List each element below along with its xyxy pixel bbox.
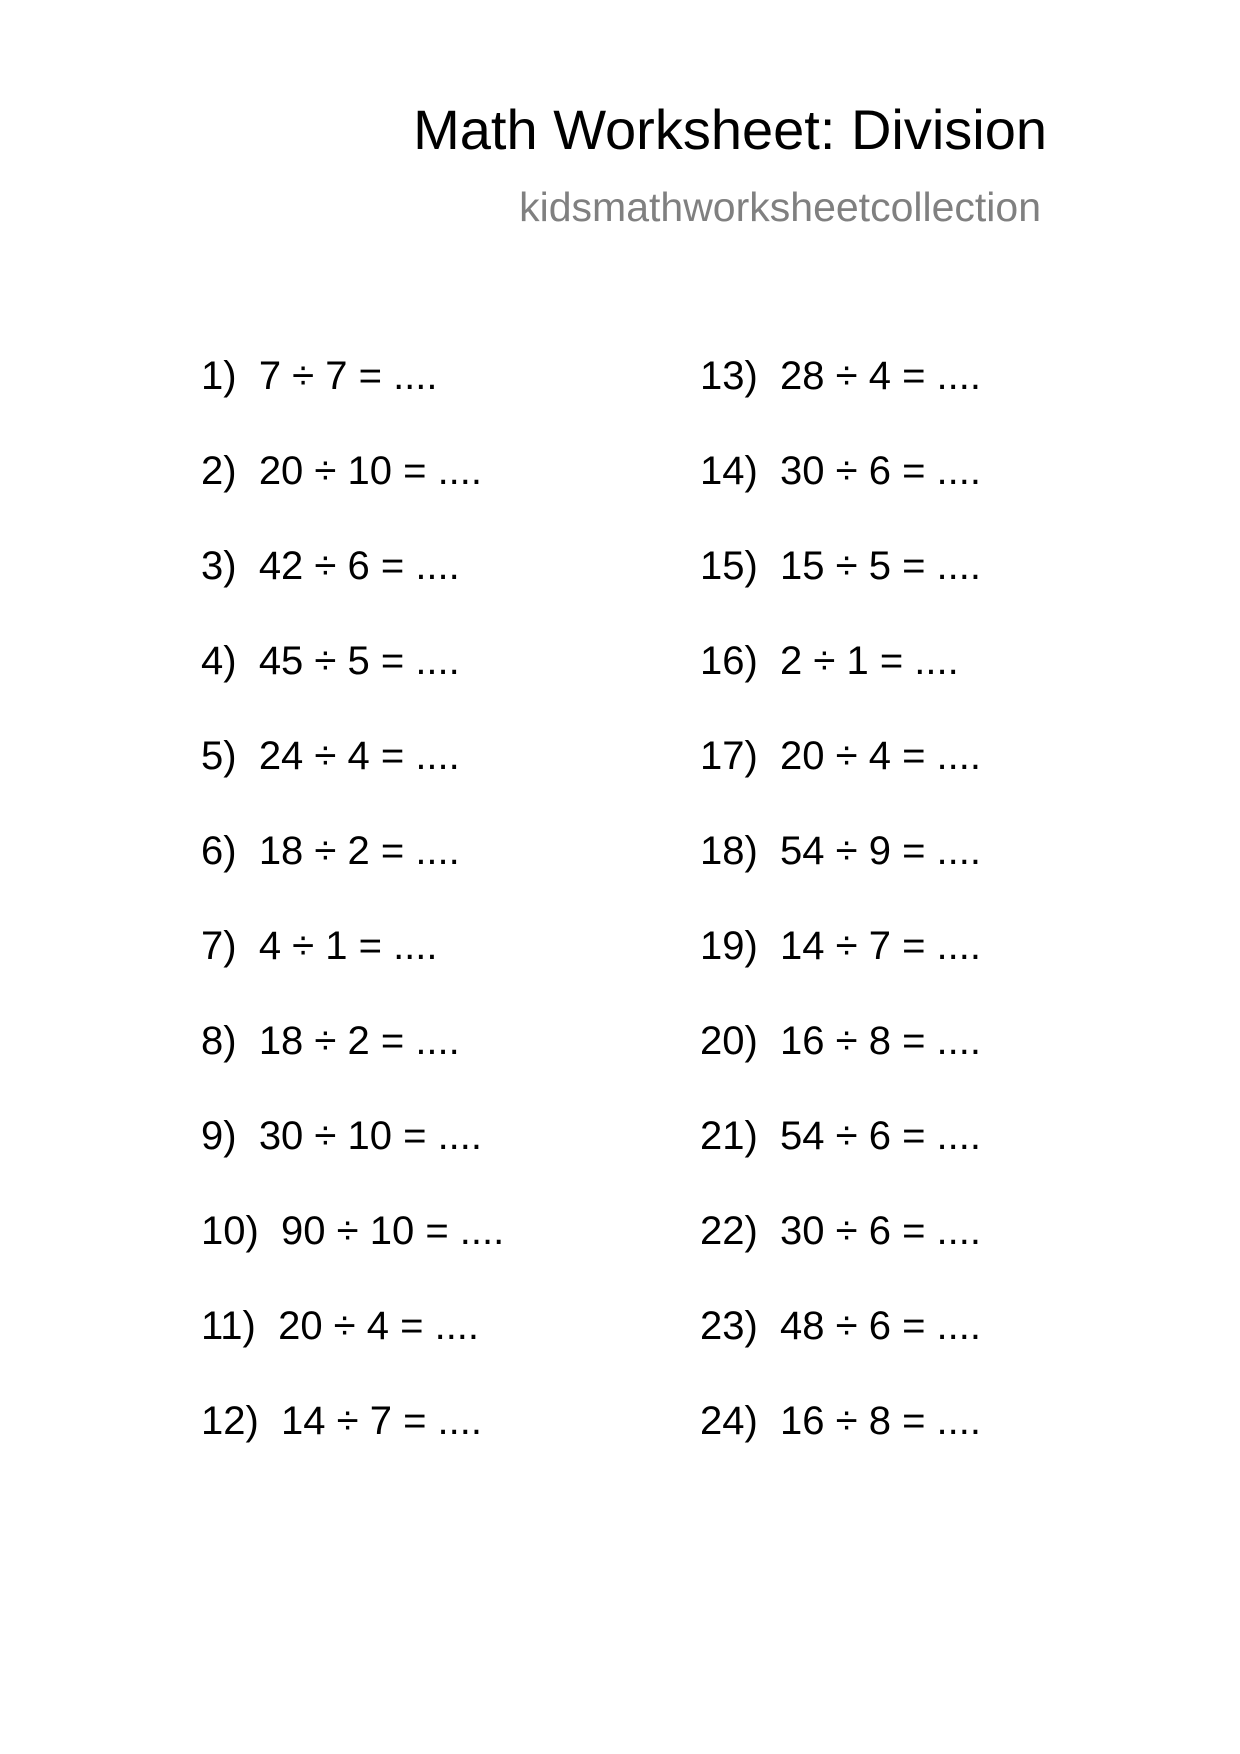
problem-expression: 16 ÷ 8 = .... bbox=[780, 1019, 982, 1063]
problem-number: 1) bbox=[201, 354, 237, 398]
problem-item bbox=[700, 732, 981, 827]
problem-expression: 20 ÷ 4 = .... bbox=[780, 734, 982, 778]
problem-item bbox=[201, 637, 504, 732]
problems-right-column bbox=[700, 352, 981, 1492]
problem-item bbox=[700, 352, 981, 447]
problem-expression: 4 ÷ 1 = .... bbox=[258, 924, 438, 968]
problem-number: 22) bbox=[700, 1209, 758, 1253]
problem-expression: 54 ÷ 9 = .... bbox=[780, 829, 982, 873]
problem-expression: 54 ÷ 6 = .... bbox=[780, 1114, 982, 1158]
problems-left-column bbox=[201, 352, 504, 1492]
problem-expression: 20 ÷ 4 = .... bbox=[278, 1304, 480, 1348]
problem-number: 10) bbox=[201, 1209, 259, 1253]
problem-item bbox=[700, 1397, 981, 1492]
problem-item bbox=[201, 732, 504, 827]
problem-number: 13) bbox=[700, 354, 758, 398]
problem-item bbox=[201, 1397, 504, 1492]
problem-expression: 2 ÷ 1 = .... bbox=[780, 639, 959, 683]
problem-item bbox=[201, 1017, 504, 1112]
problem-number: 24) bbox=[700, 1399, 758, 1443]
problem-item bbox=[201, 352, 504, 447]
problem-expression: 20 ÷ 10 = .... bbox=[258, 449, 483, 493]
problem-number: 19) bbox=[700, 924, 758, 968]
problem-item bbox=[700, 1017, 981, 1112]
problem-number: 6) bbox=[201, 829, 237, 873]
problem-number: 20) bbox=[700, 1019, 758, 1063]
problem-expression: 14 ÷ 7 = .... bbox=[780, 924, 982, 968]
problem-expression: 30 ÷ 6 = .... bbox=[780, 1209, 982, 1253]
problem-expression: 14 ÷ 7 = .... bbox=[281, 1399, 483, 1443]
problem-item bbox=[201, 922, 504, 1017]
problem-item bbox=[700, 827, 981, 922]
problem-number: 15) bbox=[700, 544, 758, 588]
problem-number: 5) bbox=[201, 734, 237, 778]
problem-number: 7) bbox=[201, 924, 237, 968]
problem-expression: 30 ÷ 10 = .... bbox=[258, 1114, 483, 1158]
problem-item bbox=[201, 542, 504, 637]
worksheet-source: kidsmathworksheetcollection bbox=[519, 184, 1041, 230]
problem-number: 9) bbox=[201, 1114, 237, 1158]
problem-expression: 7 ÷ 7 = .... bbox=[258, 354, 438, 398]
problem-number: 4) bbox=[201, 639, 237, 683]
problem-number: 16) bbox=[700, 639, 758, 683]
problem-item bbox=[201, 1302, 504, 1397]
problem-expression: 18 ÷ 2 = .... bbox=[258, 829, 460, 873]
problem-item bbox=[700, 1302, 981, 1397]
problem-expression: 48 ÷ 6 = .... bbox=[780, 1304, 982, 1348]
problem-item bbox=[700, 447, 981, 542]
problem-item bbox=[700, 542, 981, 637]
problem-expression: 16 ÷ 8 = .... bbox=[780, 1399, 982, 1443]
problem-item bbox=[700, 1207, 981, 1302]
problem-number: 8) bbox=[201, 1019, 237, 1063]
problem-item bbox=[700, 637, 981, 732]
worksheet-title: Math Worksheet: Division bbox=[413, 98, 1047, 161]
problem-number: 3) bbox=[201, 544, 237, 588]
problem-expression: 42 ÷ 6 = .... bbox=[258, 544, 460, 588]
problem-expression: 45 ÷ 5 = .... bbox=[258, 639, 460, 683]
problem-item bbox=[201, 447, 504, 542]
problem-number: 18) bbox=[700, 829, 758, 873]
problem-expression: 30 ÷ 6 = .... bbox=[780, 449, 982, 493]
problem-item bbox=[201, 1207, 504, 1302]
problem-item bbox=[201, 1112, 504, 1207]
problem-expression: 24 ÷ 4 = .... bbox=[258, 734, 460, 778]
problem-number: 14) bbox=[700, 449, 758, 493]
problem-number: 12) bbox=[201, 1399, 259, 1443]
problem-number: 11) bbox=[201, 1304, 256, 1348]
problem-expression: 15 ÷ 5 = .... bbox=[780, 544, 982, 588]
problem-expression: 90 ÷ 10 = .... bbox=[281, 1209, 505, 1253]
problem-expression: 28 ÷ 4 = .... bbox=[780, 354, 982, 398]
problem-item bbox=[700, 922, 981, 1017]
problem-number: 21) bbox=[700, 1114, 758, 1158]
problem-number: 17) bbox=[700, 734, 758, 778]
problem-number: 2) bbox=[201, 449, 237, 493]
problem-item bbox=[700, 1112, 981, 1207]
problem-item bbox=[201, 827, 504, 922]
problem-number: 23) bbox=[700, 1304, 758, 1348]
problem-expression: 18 ÷ 2 = .... bbox=[258, 1019, 460, 1063]
